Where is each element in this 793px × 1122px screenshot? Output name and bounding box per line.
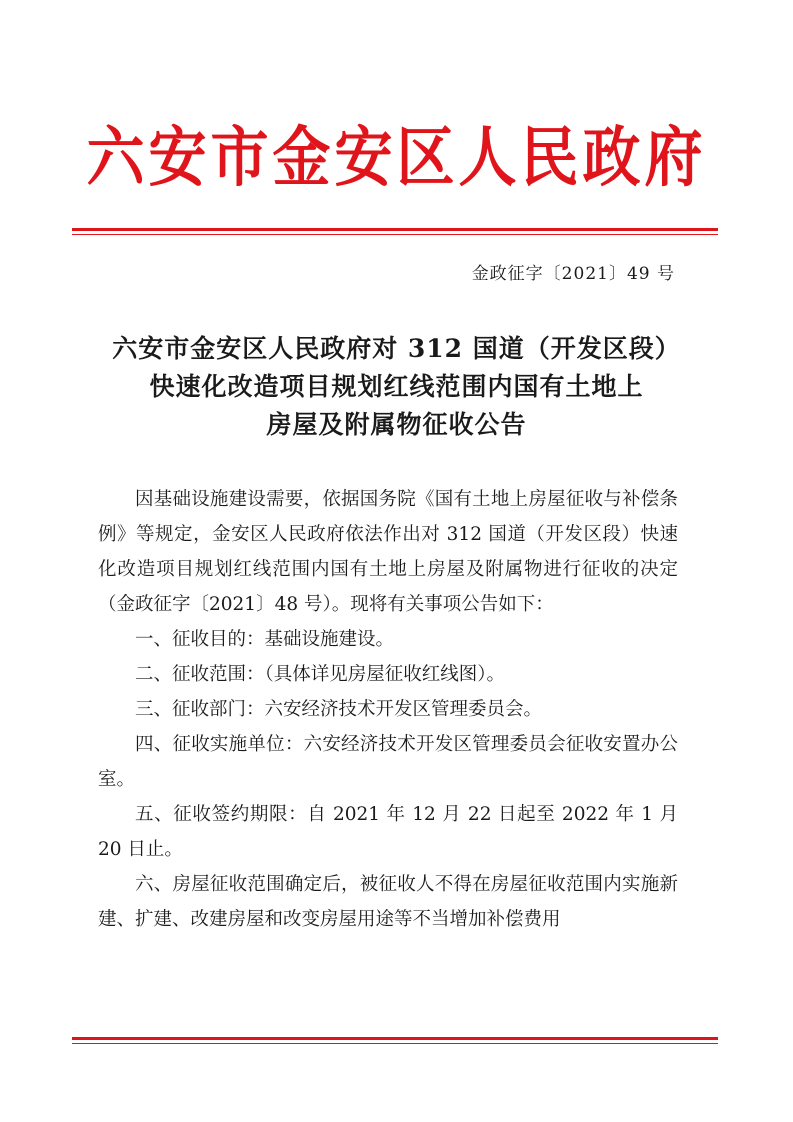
item-signing-period-text: 自 2021 年 12 月 22 日起至 2022 年 1 月 20 日止。: [98, 804, 678, 860]
footer-rule-thick: [72, 1037, 718, 1040]
item-restrictions-text: 六、房屋征收范围确定后，被征收人不得在房屋征收范围内实施新建、扩建、改建房屋和改变房屋用途等不当增加补偿费用: [98, 874, 678, 930]
item-department-text: 六安经济技术开发区管理委员会。: [264, 699, 543, 720]
document-number: 金政征字〔2021〕49 号: [471, 264, 675, 284]
notice-title-line-3: 房屋及附属物征收公告: [266, 410, 527, 439]
item-purpose-label: 一、征收目的：: [135, 629, 265, 650]
item-implementing-unit-label: 四、征收实施单位：: [135, 734, 304, 755]
item-implementing-unit-text: 六安经济技术开发区管理委员会征收安置办公室。: [98, 734, 678, 790]
body-text: [98, 482, 678, 937]
item-restrictions: [98, 867, 678, 937]
item-scope-label: 二、征收范围：: [135, 664, 265, 685]
notice-title: [0, 330, 793, 444]
item-department-label: 三、征收部门：: [135, 699, 265, 720]
notice-title-line-1: 六安市金安区人民政府对 312 国道（开发区段）: [112, 334, 681, 363]
notice-title-line-2: 快速化改造项目规划红线范围内国有土地上: [149, 372, 644, 401]
header-rule-thin: [72, 234, 718, 235]
header-title: 六安市金安区人民政府: [86, 118, 707, 196]
footer-rule-thin: [72, 1043, 718, 1044]
intro-paragraph: 因基础设施建设需要，依据国务院《国有土地上房屋征收与补偿条例》等规定，金安区人民政府依法作出对 312 国道（开发区段）快速化改造项目规划红线范围内国有土地上房屋及附属物进行征收的决定（金政征字〔2021〕48 号）。现将有关事项公告如下：: [98, 489, 678, 615]
header-rule-thick: [72, 228, 718, 231]
item-signing-period-label: 五、征收签约期限：: [135, 804, 308, 825]
item-scope: [98, 657, 678, 692]
item-purpose-text: 基础设施建设。: [264, 629, 395, 650]
item-signing-period: [98, 797, 678, 867]
item-purpose: [98, 622, 678, 657]
item-scope-text: （具体详见房屋征收红线图）。: [264, 664, 506, 685]
item-department: [98, 692, 678, 727]
item-implementing-unit: [98, 727, 678, 797]
